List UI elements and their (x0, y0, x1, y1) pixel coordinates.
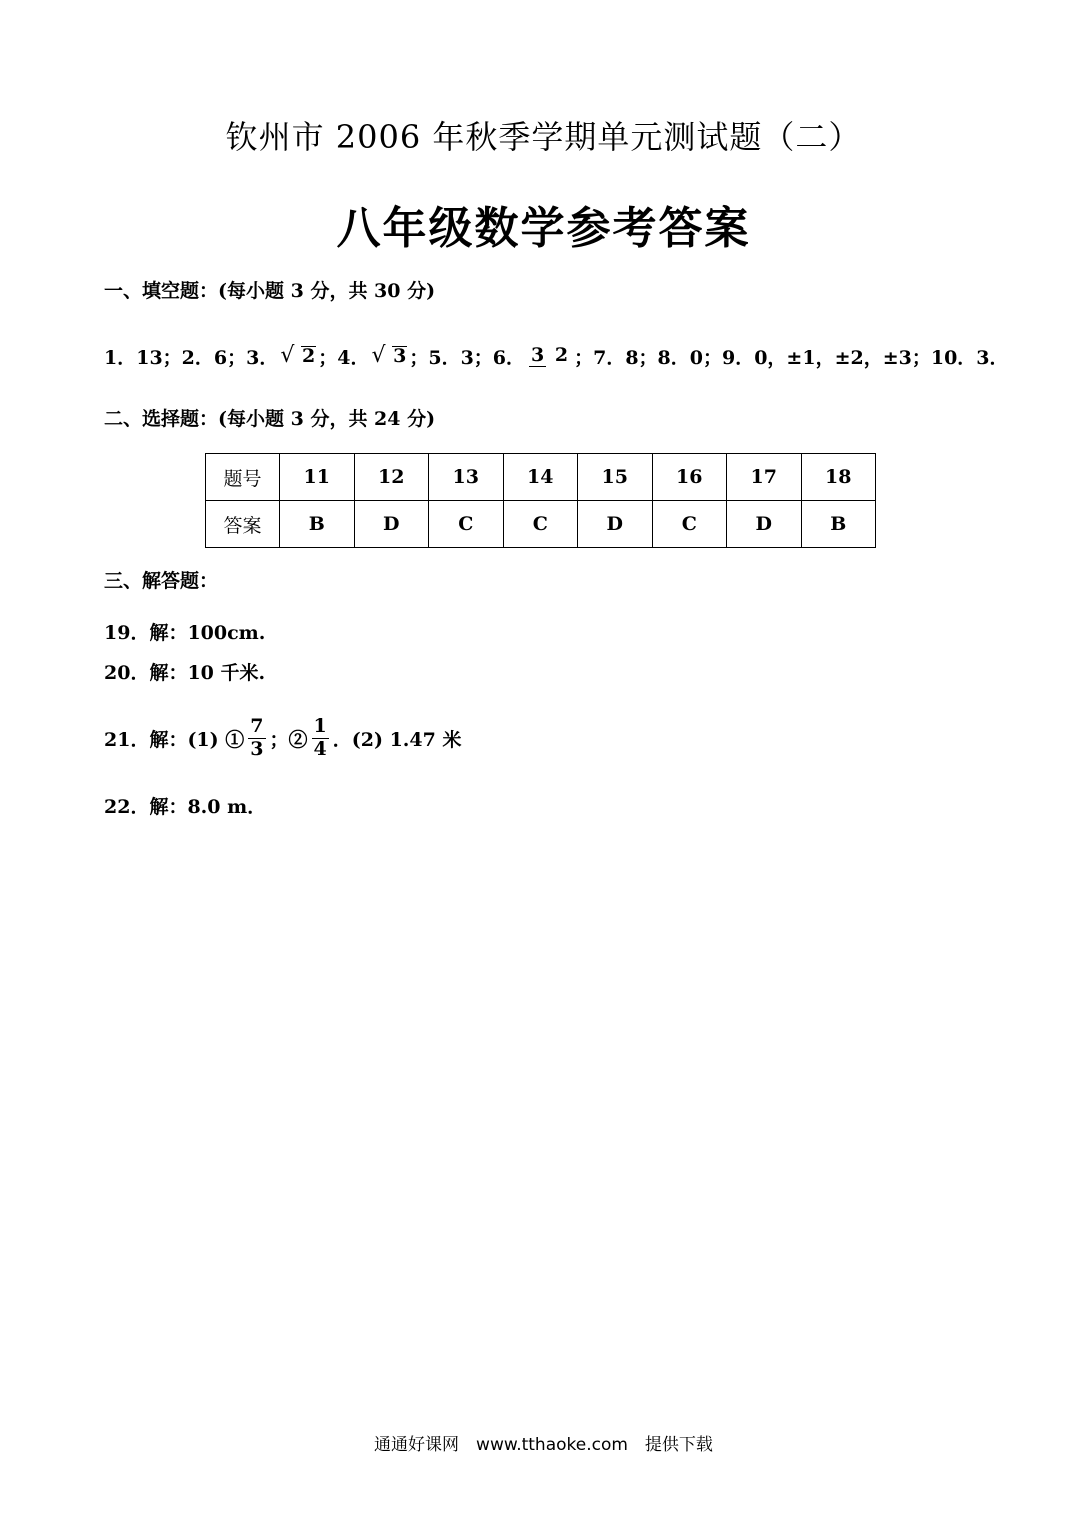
fill-answer-text: ；7．8；8．0；9．0，±1，±2，±3；10．3． (574, 346, 1009, 369)
section-solution-heading: 三、解答题： (104, 570, 219, 592)
radical-sign: √ (280, 343, 295, 368)
question-number-cell: 18 (801, 454, 876, 501)
question-number-cell: 17 (727, 454, 802, 501)
answer-cell: B (801, 501, 876, 548)
sqrt-expression (280, 345, 316, 367)
answer-cell: D (727, 501, 802, 548)
radicand: 3 (393, 345, 407, 367)
question-number-cell: 14 (503, 454, 578, 501)
answer-19: 19．解：100cm. (104, 622, 266, 644)
radicand: 2 (301, 345, 316, 367)
fraction-denominator: 2 (554, 343, 569, 366)
answer-21 (104, 712, 461, 764)
fraction (529, 345, 570, 368)
answer-cell: C (652, 501, 727, 548)
answer-21-suffix: ．(2) 1.47 米 (332, 728, 462, 751)
choice-answer-table (205, 453, 876, 548)
fill-answer-text: ；4． (318, 346, 370, 369)
answer-cell: B (280, 501, 355, 548)
section-choice-heading: 二、选择题：(每小题 3 分，共 24 分) (104, 408, 436, 430)
answer-21-prefix: 21．解：(1) ① (104, 728, 245, 751)
fraction-numerator: 7 (250, 714, 264, 737)
answer-20: 20．解：10 千米. (104, 662, 266, 684)
fill-blank-answers (104, 328, 1009, 384)
question-number-cell: 13 (429, 454, 504, 501)
fraction (248, 716, 265, 761)
table-row-label: 题号 (206, 454, 280, 501)
fraction-denominator: 3 (250, 737, 264, 760)
fill-answer-text: 1．13；2．6；3． (104, 346, 279, 369)
table-row (206, 501, 876, 548)
fill-answer-text: ；5．3；6． (409, 346, 526, 369)
fraction-numerator: 3 (531, 343, 545, 366)
page-footer: 通通好课网 www.tthaoke.com 提供下载 (374, 1435, 713, 1455)
table-row-label: 答案 (206, 501, 280, 548)
answer-cell: C (429, 501, 504, 548)
answer-21-mid: ；② (269, 728, 308, 751)
page-title: 钦州市 2006 年秋季学期单元测试题（二） (225, 118, 862, 156)
table-row (206, 454, 876, 501)
page-subtitle: 八年级数学参考答案 (336, 203, 751, 254)
answer-cell: D (578, 501, 653, 548)
section-fill-blank-heading: 一、填空题：(每小题 3 分，共 30 分) (104, 280, 436, 302)
question-number-cell: 15 (578, 454, 653, 501)
sqrt-expression (371, 345, 407, 367)
question-number-cell: 16 (652, 454, 727, 501)
fraction-numerator: 1 (313, 714, 327, 737)
fraction-denominator: 4 (313, 737, 327, 760)
answer-22: 22．解：8.0 m． (104, 796, 267, 818)
question-number-cell: 11 (280, 454, 355, 501)
question-number-cell: 12 (354, 454, 429, 501)
radical-sign: √ (371, 343, 386, 368)
answer-cell: D (354, 501, 429, 548)
fraction (312, 716, 329, 761)
answer-cell: C (503, 501, 578, 548)
